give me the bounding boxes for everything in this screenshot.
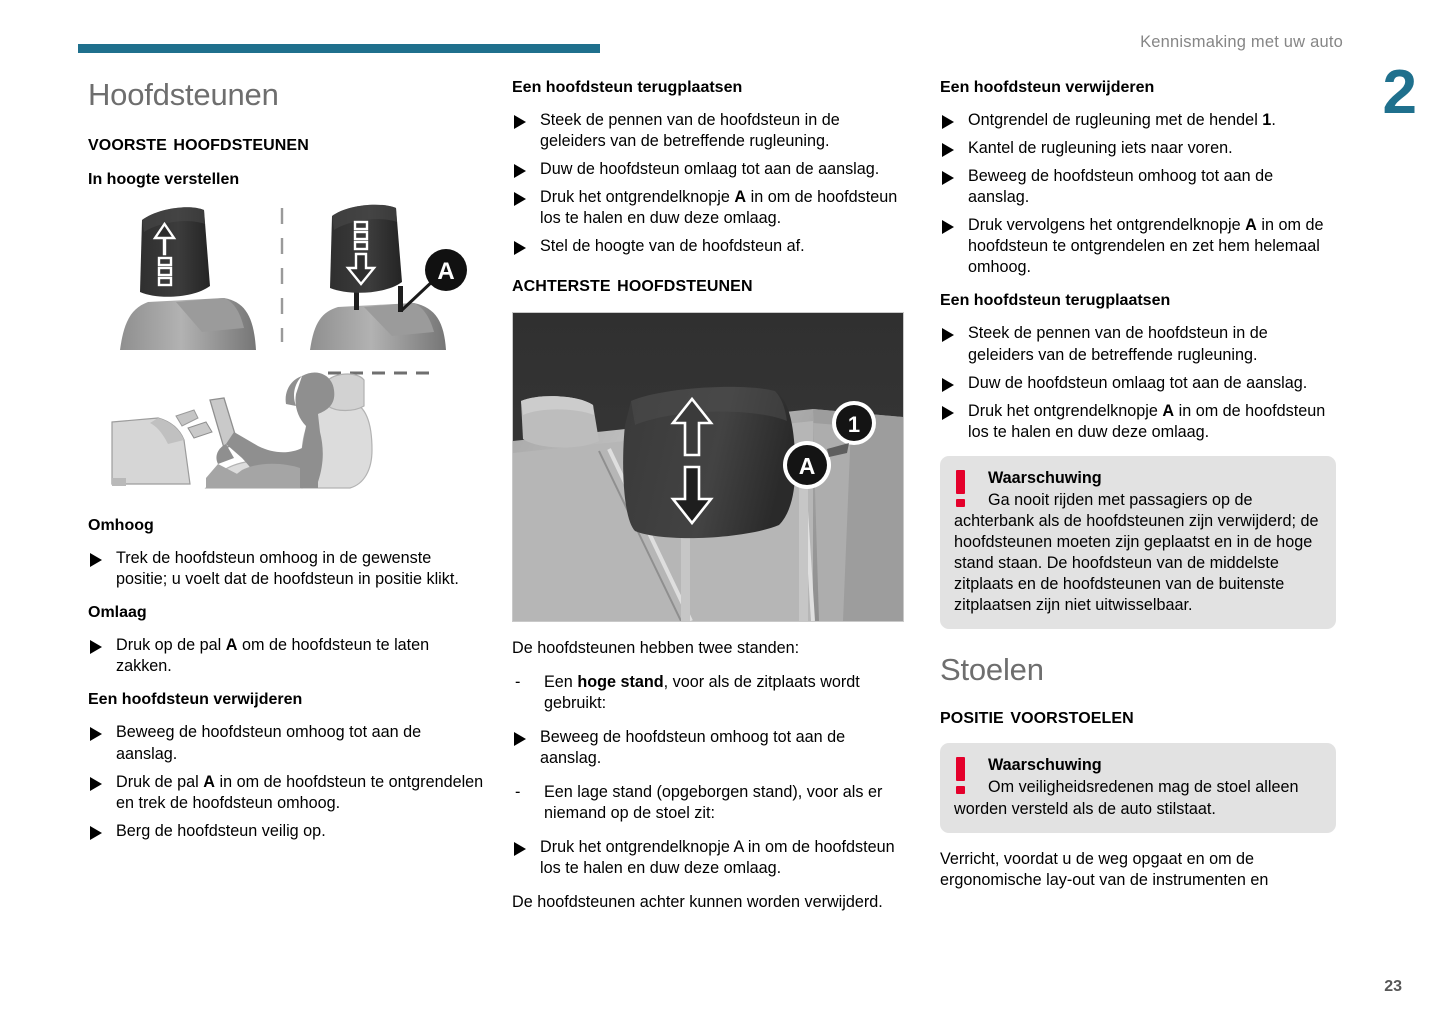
text-part: Druk het ontgrendelknopje	[968, 401, 1163, 420]
text-part: in om de hoofdsteun los te halen en duw deze omlaag.	[540, 188, 898, 228]
list-item: Berg de hoofdsteun veilig op.	[88, 821, 484, 842]
list-item: Trek de hoofdsteun omhoog in de gewenste positie; u voelt dat de hoofdsteun in positie klikt.	[88, 548, 484, 590]
closing-text-verricht: Verricht, voordat u de weg opgaat en om de ergonomische lay-out van de instrumenten en	[940, 849, 1269, 889]
text-part: in om de hoofdsteun los te halen en duw deze omlaag.	[968, 401, 1326, 441]
warning-text: Om veiligheidsredenen mag de stoel alleen worden versteld als de auto stilstaat.	[954, 778, 1299, 818]
driver-position-illustration	[106, 366, 446, 494]
intro-text-twee-standen: De hoofdsteunen hebben twee standen:	[512, 638, 800, 657]
ref-label-a: A	[1162, 401, 1175, 420]
list-hoge-stand-actie	[512, 727, 908, 769]
left-column	[88, 78, 484, 855]
warning-box-stoelverstelling	[940, 743, 1336, 832]
text-part: in om de hoofdsteun te ontgrendelen en trek de hoofdsteun omhoog.	[116, 772, 484, 812]
list-item	[512, 672, 908, 714]
figure-rear-headrest	[512, 312, 904, 622]
list-terugplaatsen-achter	[940, 323, 1336, 442]
list-omlaag	[88, 635, 484, 677]
closing-text-verwijderbaar: De hoofdsteunen achter kunnen worden verwijderd.	[512, 893, 883, 912]
callout-1-label: 1	[847, 411, 861, 437]
list-item	[940, 401, 1336, 443]
list-item: Duw de hoofdsteun omlaag tot aan de aanslag.	[512, 159, 908, 180]
ref-label-1: 1	[1262, 111, 1272, 129]
callout-a-label: A	[437, 258, 455, 286]
list-item	[88, 772, 484, 814]
ref-label-a: A	[734, 188, 747, 207]
text-part: Druk de pal	[116, 772, 204, 791]
warning-text: Ga nooit rijden met passagiers op de achterbank als de hoofdsteunen zijn verwijderd; de hoofdsteunen moeten zijn geplaatst en in de hoge stand staan. De hoofdsteun van de middelste zitplaats en de hoofdsteunen van de buitenste zitplaatsen zijn niet uitwisselbaar.	[954, 490, 1319, 615]
text-part: Ontgrendel de rugleuning met de hendel	[968, 111, 1263, 129]
warning-exclamation-icon	[956, 470, 965, 507]
list-omhoog	[88, 548, 484, 590]
warning-title: Waarschuwing	[988, 468, 1102, 487]
list-item: Druk het ontgrendelknopje A in om de hoofdsteun los te halen en duw deze omlaag.	[512, 837, 908, 879]
warning-box-hoofdsteunen	[940, 456, 1336, 629]
subheading-omhoog: Omhoog	[88, 517, 154, 535]
emphasis-hoge-stand: hoge stand	[577, 672, 664, 691]
header-accent-rule	[78, 44, 600, 53]
page-title-stoelen: Stoelen	[940, 652, 1044, 688]
page-number: 23	[1384, 978, 1402, 995]
ref-label-a: A	[225, 636, 238, 655]
text-part: Druk op de pal	[116, 636, 226, 655]
list-item	[88, 635, 484, 677]
list-terugplaatsen	[512, 110, 908, 257]
rear-headrest-photo	[513, 313, 903, 621]
list-item: Beweeg de hoofdsteun omhoog tot aan de aanslag.	[512, 727, 908, 769]
text-part: Druk het ontgrendelknopje	[540, 188, 735, 207]
subheading-in-hoogte-verstellen: In hoogte verstellen	[88, 171, 240, 189]
list-item	[940, 110, 1336, 131]
list-item: - Een lage stand (opgeborgen stand), voor als er niemand op de stoel zit:	[512, 782, 908, 824]
subheading-hoofdsteun-verwijderen-achter: Een hoofdsteun verwijderen	[940, 79, 1155, 96]
text-part: .	[1271, 111, 1276, 129]
list-item: Beweeg de hoofdsteun omhoog tot aan de aanslag.	[88, 722, 484, 764]
callout-a-label: A	[798, 452, 816, 479]
list-item	[940, 215, 1336, 278]
list-item: Beweeg de hoofdsteun omhoog tot aan de aanslag.	[940, 166, 1336, 208]
front-headrest-right	[310, 205, 467, 350]
front-headrest-left	[120, 207, 256, 350]
list-verwijderen	[88, 722, 484, 841]
list-standen	[512, 672, 908, 714]
warning-exclamation-icon	[956, 757, 965, 794]
front-headrests-illustration	[106, 202, 480, 364]
figure-driver-position	[106, 366, 484, 494]
text-part: Een	[544, 672, 578, 691]
list-verwijderen-achter	[940, 110, 1336, 278]
text-part: , voor als de zitplaats wordt gebruikt:	[544, 672, 860, 712]
list-lage-stand-actie	[512, 837, 908, 879]
page-title: Hoofdsteunen	[88, 77, 279, 112]
ref-label-a: A	[1245, 216, 1257, 235]
subheading-hoofdsteun-terugplaatsen-achter: Een hoofdsteun terugplaatsen	[940, 292, 1171, 310]
ref-label-a: A	[203, 772, 215, 791]
list-item	[512, 187, 908, 229]
middle-column	[512, 78, 908, 926]
chapter-number: 2	[1382, 58, 1417, 127]
text-part: Druk vervolgens het ontgrendelknopje	[968, 216, 1246, 235]
text-part: in om de hoofdsteun te ontgrendelen en zet hem helemaal omhoog.	[968, 216, 1324, 277]
subheading-hoofdsteun-verwijderen: Een hoofdsteun verwijderen	[88, 691, 303, 709]
list-item: Steek de pennen van de hoofdsteun in de geleiders van de betreffende rugleuning.	[512, 110, 908, 152]
section-heading-voorste-hoofdsteunen: voorste hoofdsteunen	[88, 129, 309, 156]
page-header-title: Kennismaking met uw auto	[1140, 33, 1343, 51]
section-heading-achterste-hoofdsteunen: achterste hoofdsteunen	[512, 270, 753, 297]
section-heading-positie-voorstoelen: positie voorstoelen	[940, 702, 1134, 729]
list-item: Stel de hoogte van de hoofdsteun af.	[512, 236, 908, 257]
list-lage-stand	[512, 782, 908, 824]
list-item: Kantel de rugleuning iets naar voren.	[940, 138, 1336, 159]
right-column	[940, 78, 1336, 904]
subheading-omlaag: Omlaag	[88, 604, 147, 622]
list-item: Duw de hoofdsteun omlaag tot aan de aanslag.	[940, 373, 1336, 394]
text-part: om de hoofdsteun te laten zakken.	[116, 636, 430, 676]
warning-title: Waarschuwing	[988, 756, 1102, 775]
figure-front-headrests	[106, 202, 484, 364]
list-item: Steek de pennen van de hoofdsteun in de geleiders van de betreffende rugleuning.	[940, 323, 1336, 365]
subheading-hoofdsteun-terugplaatsen: Een hoofdsteun terugplaatsen	[512, 79, 743, 96]
